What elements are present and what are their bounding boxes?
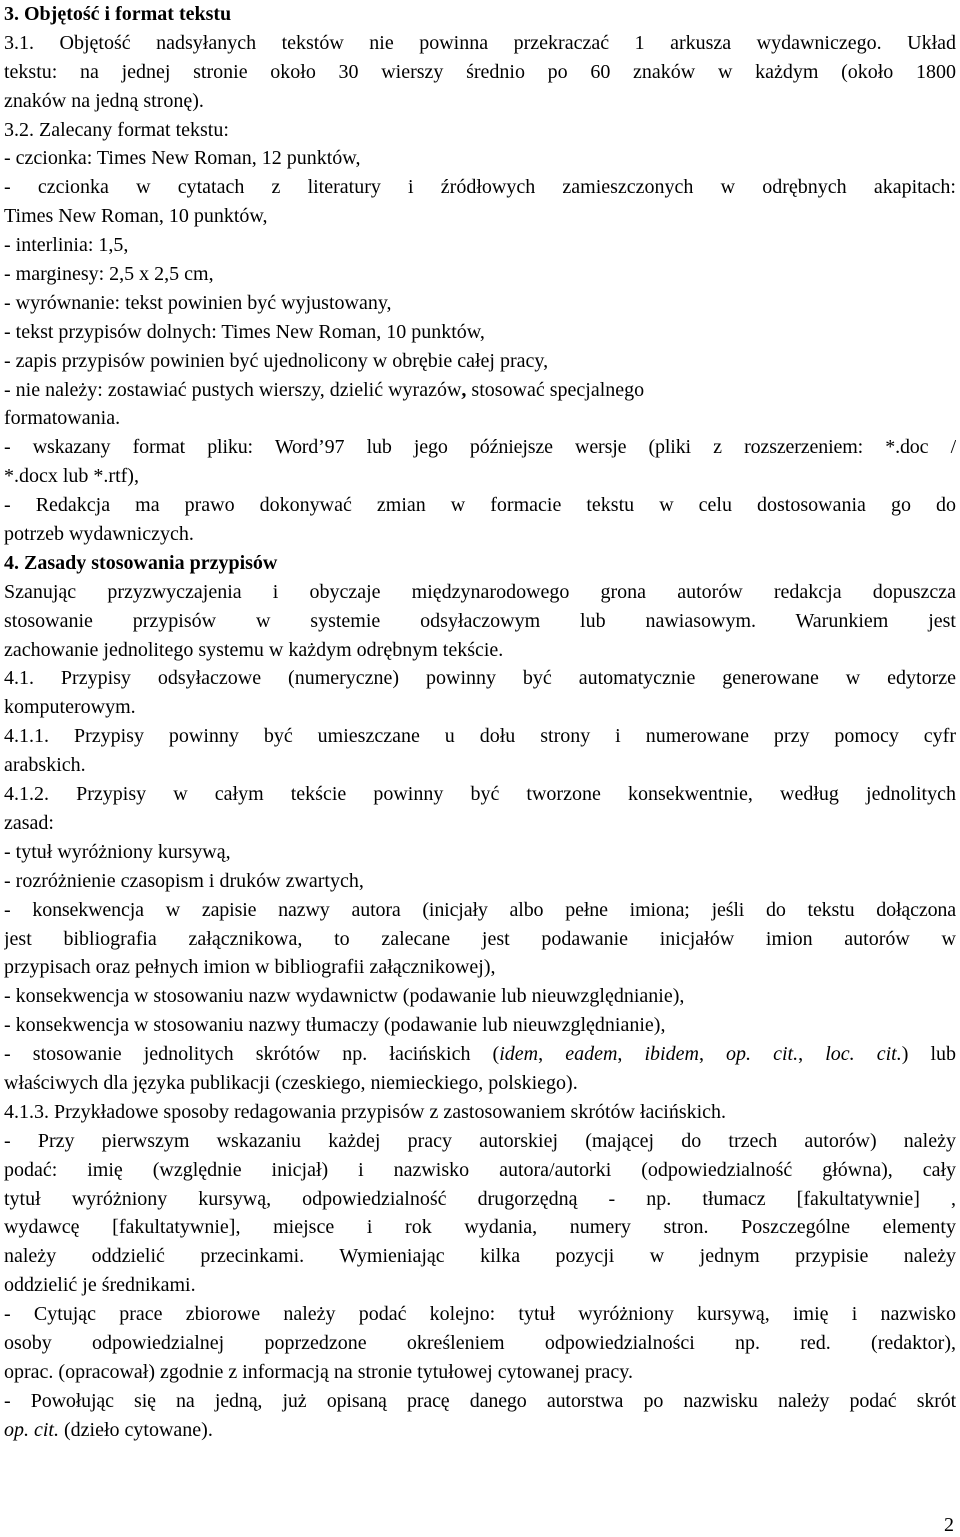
list-item: - marginesy: 2,5 x 2,5 cm, bbox=[4, 263, 214, 286]
section-4-heading: 4. Zasady stosowania przypisów bbox=[4, 551, 278, 574]
list-item: - konsekwencja w zapisie nazwy autora (inicjały albo pełne imiona; jeśli do tekstu dołączona bbox=[4, 898, 956, 921]
list-item: - wskazany format pliku: Word’97 lub jego późniejsze wersje (pliki z rozszerzeniem: *.doc / bbox=[4, 436, 956, 459]
list-item bbox=[4, 376, 956, 405]
text-run: , bbox=[698, 1043, 727, 1066]
paragraph-line: 4.1.3. Przykładowe sposoby redagowania przypisów z zastosowaniem skrótów łacińskich. bbox=[4, 1100, 727, 1123]
text-run: , bbox=[538, 1043, 566, 1066]
paragraph-line: podać: imię (względnie inicjał) i nazwisko autora/autorki (odpowiedzialność główna), cały bbox=[4, 1158, 956, 1181]
list-item: jest bibliografia załącznikowa, to zalecane jest podawanie inicjałów imion autorów w bbox=[4, 927, 956, 950]
list-item: - konsekwencja w stosowaniu nazw wydawnictw (podawanie lub nieuwzględnianie), bbox=[4, 985, 685, 1008]
paragraph-line bbox=[4, 1416, 956, 1445]
list-item: - zapis przypisów powinien być ujednolicony w obrębie całej pracy, bbox=[4, 349, 549, 372]
text-run: , bbox=[617, 1043, 645, 1066]
paragraph-line: - Powołując się na jedną, już opisaną pracę danego autorstwa po nazwisku należy podać skrót bbox=[4, 1389, 956, 1412]
list-item: - czcionka: Times New Roman, 12 punktów, bbox=[4, 147, 361, 170]
paragraph-line: oddzielić je średnikami. bbox=[4, 1274, 196, 1297]
abbrev-idem: idem bbox=[499, 1043, 539, 1066]
list-item: - tekst przypisów dolnych: Times New Roman, 10 punktów, bbox=[4, 320, 485, 343]
text-run: ) lub bbox=[901, 1043, 956, 1066]
text-run: stosować specjalnego bbox=[466, 378, 645, 401]
list-item: - tytuł wyróżniony kursywą, bbox=[4, 840, 231, 863]
paragraph-line: należy oddzielić przecinkami. Wymieniając kilka pozycji w jednym przypisie należy bbox=[4, 1245, 956, 1268]
document-page bbox=[4, 0, 956, 1445]
paragraph-line: komputerowym. bbox=[4, 696, 136, 719]
list-item: potrzeb wydawniczych. bbox=[4, 523, 194, 546]
paragraph-line: osoby odpowiedzialnej poprzedzone określeniem odpowiedzialności np. red. (redaktor), bbox=[4, 1331, 956, 1354]
paragraph-line: tekstu: na jednej stronie około 30 wierszy średnio po 60 znaków w każdym (około 1800 bbox=[4, 60, 956, 83]
page-number: 2 bbox=[944, 1514, 954, 1536]
list-item: *.docx lub *.rtf), bbox=[4, 465, 139, 488]
paragraph-line: znaków na jedną stronę). bbox=[4, 89, 204, 112]
paragraph-line: - Cytując prace zbiorowe należy podać kolejno: tytuł wyróżniony kursywą, imię i nazwisko bbox=[4, 1303, 956, 1326]
text-run: (dzieło cytowane). bbox=[59, 1418, 213, 1441]
list-item: - Redakcja ma prawo dokonywać zmian w formacie tekstu w celu dostosowania go do bbox=[4, 494, 956, 517]
text-run: - stosowanie jednolitych skrótów np. łacińskich ( bbox=[4, 1043, 500, 1066]
list-item: formatowania. bbox=[4, 407, 121, 430]
paragraph-line: stosowanie przypisów w systemie odsyłaczowym lub nawiasowym. Warunkiem jest bbox=[4, 609, 956, 632]
text-run: , bbox=[798, 1043, 826, 1066]
abbrev-op-cit: op. cit. bbox=[4, 1418, 59, 1441]
paragraph-line: arabskich. bbox=[4, 754, 86, 777]
list-item: - rozróżnienie czasopism i druków zwartych, bbox=[4, 869, 364, 892]
list-item: - interlinia: 1,5, bbox=[4, 234, 129, 257]
bold-comma: , bbox=[461, 378, 467, 401]
list-item: - czcionka w cytatach z literatury i źródłowych zamieszczonych w odrębnych akapitach: bbox=[4, 176, 956, 199]
paragraph-line: - Przy pierwszym wskazaniu każdej pracy autorskiej (mającej do trzech autorów) należy bbox=[4, 1129, 956, 1152]
abbrev-eadem: eadem bbox=[565, 1043, 618, 1066]
paragraph-line: 4.1.1. Przypisy powinny być umieszczane u dołu strony i numerowane przy pomocy cyfr bbox=[4, 725, 956, 748]
list-item: - wyrównanie: tekst powinien być wyjustowany, bbox=[4, 291, 392, 314]
paragraph-line: 3.1. Objętość nadsyłanych tekstów nie powinna przekraczać 1 arkusza wydawniczego. Układ bbox=[4, 31, 956, 54]
abbrev-ibidem: ibidem bbox=[644, 1043, 699, 1066]
list-item bbox=[4, 1040, 956, 1069]
section-3-heading: 3. Objętość i format tekstu bbox=[4, 3, 232, 25]
abbrev-op-cit: op. cit. bbox=[726, 1043, 799, 1066]
text-run: - nie należy: zostawiać pustych wierszy, dzielić wyrazów bbox=[4, 378, 462, 401]
paragraph-line: tytuł wyróżniony kursywą, odpowiedzialność drugorzędną - np. tłumacz [fakultatywnie] , bbox=[4, 1187, 956, 1210]
paragraph-line: 3.2. Zalecany format tekstu: bbox=[4, 118, 229, 141]
paragraph-line: wydawcę [fakultatywnie], miejsce i rok wydania, numery stron. Poszczególne elementy bbox=[4, 1216, 956, 1239]
paragraph-line: oprac. (opracował) zgodnie z informacją na stronie tytułowej cytowanej pracy. bbox=[4, 1360, 633, 1383]
paragraph-line: Szanując przyzwyczajenia i obyczaje międzynarodowego grona autorów redakcja dopuszcza bbox=[4, 580, 956, 603]
paragraph-line: zasad: bbox=[4, 811, 54, 834]
list-item: właściwych dla języka publikacji (czeskiego, niemieckiego, polskiego). bbox=[4, 1071, 578, 1094]
paragraph-line: 4.1. Przypisy odsyłaczowe (numeryczne) powinny być automatycznie generowane w edytorze bbox=[4, 667, 956, 690]
list-item: przypisach oraz pełnych imion w bibliografii załącznikowej), bbox=[4, 956, 496, 979]
paragraph-line: 4.1.2. Przypisy w całym tekście powinny być tworzone konsekwentnie, według jednolitych bbox=[4, 783, 956, 806]
list-item: - konsekwencja w stosowaniu nazwy tłumaczy (podawanie lub nieuwzględnianie), bbox=[4, 1014, 666, 1037]
list-item: Times New Roman, 10 punktów, bbox=[4, 205, 268, 228]
paragraph-line: zachowanie jednolitego systemu w każdym odrębnym tekście. bbox=[4, 638, 504, 661]
abbrev-loc-cit: loc. cit. bbox=[825, 1043, 902, 1066]
